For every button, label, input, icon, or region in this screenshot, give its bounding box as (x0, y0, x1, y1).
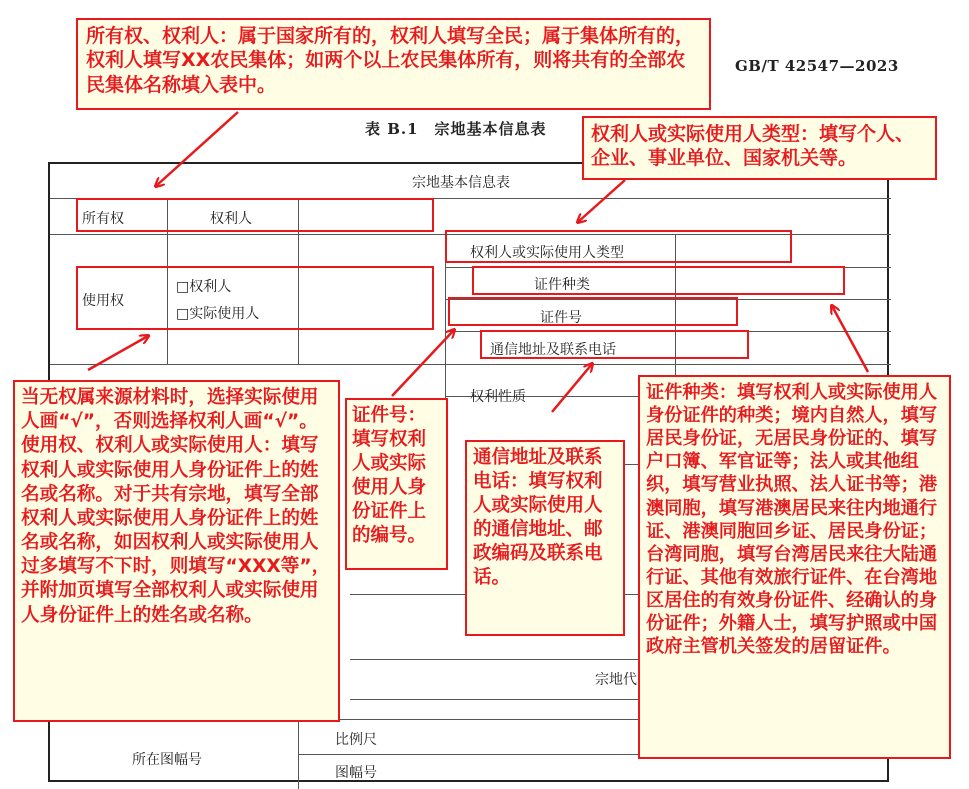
ownership-note: 所有权、权利人：属于国家所有的，权利人填写全民；属于集体所有的，权利人填写XX农民集体；如两个以上农民集体所有，则将共有的全部农民集体名称填入表中。 (76, 18, 711, 110)
sheet-number-label: 图幅号 (335, 765, 377, 781)
arrow-use-right (88, 336, 148, 370)
use-right-label: 使用权 (82, 293, 124, 309)
cert-type-label: 证件种类 (534, 277, 590, 293)
parcel-code-label: 宗地代 (595, 672, 637, 688)
scale-label: 比例尺 (335, 732, 377, 748)
arrow-cert-type (832, 306, 868, 372)
arrow-address (552, 364, 592, 412)
table-title: 表 B.1 宗地基本信息表 (365, 120, 547, 138)
user-type-label: 权利人或实际使用人类型 (470, 245, 624, 261)
address-phone-label: 通信地址及联系电话 (490, 342, 616, 358)
ownership-label: 所有权 (82, 211, 124, 227)
standard-code: GB/T 42547—2023 (735, 57, 899, 75)
use-right-note: 当无权属来源材料时，选择实际使用人画“√”，否则选择权利人画“√”。使用权、权利人或实际使用人：填写权利人或实际使用人身份证件上的姓名或名称。对于共有宗地，填写全部权利人或实际使用人身份证件上的姓名或名称，如因权利人或实际使用人过多填写不下时，则填写“XXX等”，并附加页填写全部权利人或实际使用人身份证件上的姓名或名称。 (13, 380, 340, 722)
arrow-ownership (156, 112, 238, 186)
right-nature-label: 权利性质 (470, 389, 526, 405)
cert-type-note: 证件种类：填写权利人或实际使用人身份证件的种类；境内自然人，填写居民身份证，无居民身份证的、填写户口簿、军官证等；法人或其他组织，填写营业执照、法人证书等；港澳同胞，填写港澳居民来往内地通行证、港澳同胞回乡证、居民身份证；台湾同胞，填写台湾居民来往大陆通行证、其他有效旅行证件、在台湾地区居住的有效身份证件、经确认的身份证件；外籍人士，填写护照或中国政府主管机关签发的居留证件。 (638, 375, 951, 759)
arrow-cert-number (392, 330, 454, 396)
cert-number-label: 证件号 (540, 310, 582, 326)
map-sheet-label: 所在图幅号 (132, 752, 202, 768)
right-holder-label: 权利人 (210, 211, 252, 227)
address-note: 通信地址及联系电话：填写权利人或实际使用人的通信地址、邮政编码及联系电话。 (465, 440, 625, 636)
user-type-note: 权利人或实际使用人类型：填写个人、企业、事业单位、国家机关等。 (582, 116, 937, 180)
arrow-user-type (578, 180, 625, 222)
cert-number-note: 证件号：填写权利人或实际使用人身份证件上的编号。 (345, 398, 448, 570)
checkbox-right-holder[interactable]: □权利人 (176, 279, 232, 295)
checkbox-actual-user[interactable]: □实际使用人 (176, 306, 260, 322)
table-caption: 宗地基本信息表 (412, 175, 510, 191)
